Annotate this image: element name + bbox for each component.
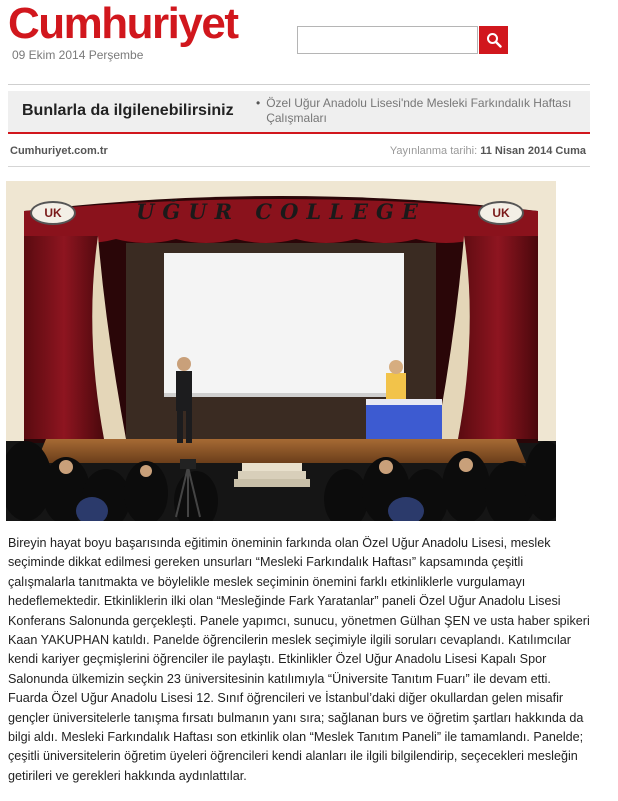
publish-date	[390, 145, 586, 157]
related-title: Bunlarla da ilgilenebilirsiniz	[22, 102, 234, 119]
uk-badge-left-text: UK	[44, 206, 62, 220]
site-header	[0, 0, 618, 80]
article-body: Bireyin hayat boyu başarısında eğitimin öneminin farkında olan Özel Uğur Anadolu Lisesi, meslek seçiminde dikkat edilmesi gereken unsurları “Mesleki Farkındalık Haftası” kapsamında çeşitli çalışmalarla tanıtmakta ve böylelikle meslek seçiminin önemini farklı etkinliklerle vurgulamayı hedeflemektedir. Etkinliklerin ilki olan “Mesleğinde Fark Yaratanlar” paneli Özel Uğur Anadolu Lisesi Konferans Salonunda gerçekleşti. Panele yapımcı, sunucu, yönetmen Gülhan ŞEN ve usta haber spikeri Kaan YAKUPHAN katıldı. Panelde öğrencilerin meslek seçimiyle ilgili soruları cevaplandı. Katılımcılar kendi kariyer geçmişlerini öğrenciler ile paylaştı. Etkinlikler Özel Uğur Anadolu Lisesi Kapalı Spor Salonunda ülkemizin seçkin 23 üniversitesinin katılımıyla “Üniversite Tanıtım Fuarı” ile devam etti. Fuarda Özel Uğur Anadolu Lisesi 12. Sınıf öğrencileri ve İstanbul’daki diğer okullardan gelen misafir gençler üniversitelerle tanışma fırsatı bulmanın yanı sıra; sağlanan burs ve öğretim şartları hakkında da bilgi aldı. Mesleki Farkındalık Haftası son etkinlik olan “Meslek Tanıtım Paneli” ile tamamlandı. Panelde; çeşitli üniversitelerin öğretim üyeleri öğrencileri kendi alanları ile ilgili bilgilendirip, seçecekleri mesleğin getirileri ve gerekleri hakkında aydınlattılar.	[8, 536, 590, 783]
meta-divider	[8, 166, 590, 167]
uk-badge-right	[478, 201, 524, 225]
publish-date-value: 11 Nisan 2014 Cuma	[480, 145, 586, 157]
uk-badge-left	[30, 201, 76, 225]
header-divider	[8, 84, 590, 85]
uk-badge-right-text: UK	[492, 206, 510, 220]
source-label[interactable]: Cumhuriyet.com.tr	[10, 145, 108, 157]
current-date: 09 Ekim 2014 Perşembe	[12, 48, 144, 62]
stage-illustration	[6, 181, 556, 521]
search-button[interactable]	[479, 26, 508, 54]
site-logo[interactable]: Cumhuriyet	[8, 0, 238, 48]
bullet-icon: •	[256, 96, 261, 110]
related-link[interactable]: Özel Uğur Anadolu Lisesi'nde Mesleki Farkındalık Haftası Çalışmaları	[266, 96, 572, 125]
stage-banner: UĞUR COLLEGE	[136, 199, 426, 224]
search-icon	[486, 32, 502, 48]
article-photo	[6, 181, 556, 521]
search-input[interactable]	[297, 26, 478, 54]
publish-date-label: Yayınlanma tarihi:	[389, 145, 478, 157]
related-box	[8, 91, 590, 134]
related-item[interactable]	[256, 96, 582, 126]
